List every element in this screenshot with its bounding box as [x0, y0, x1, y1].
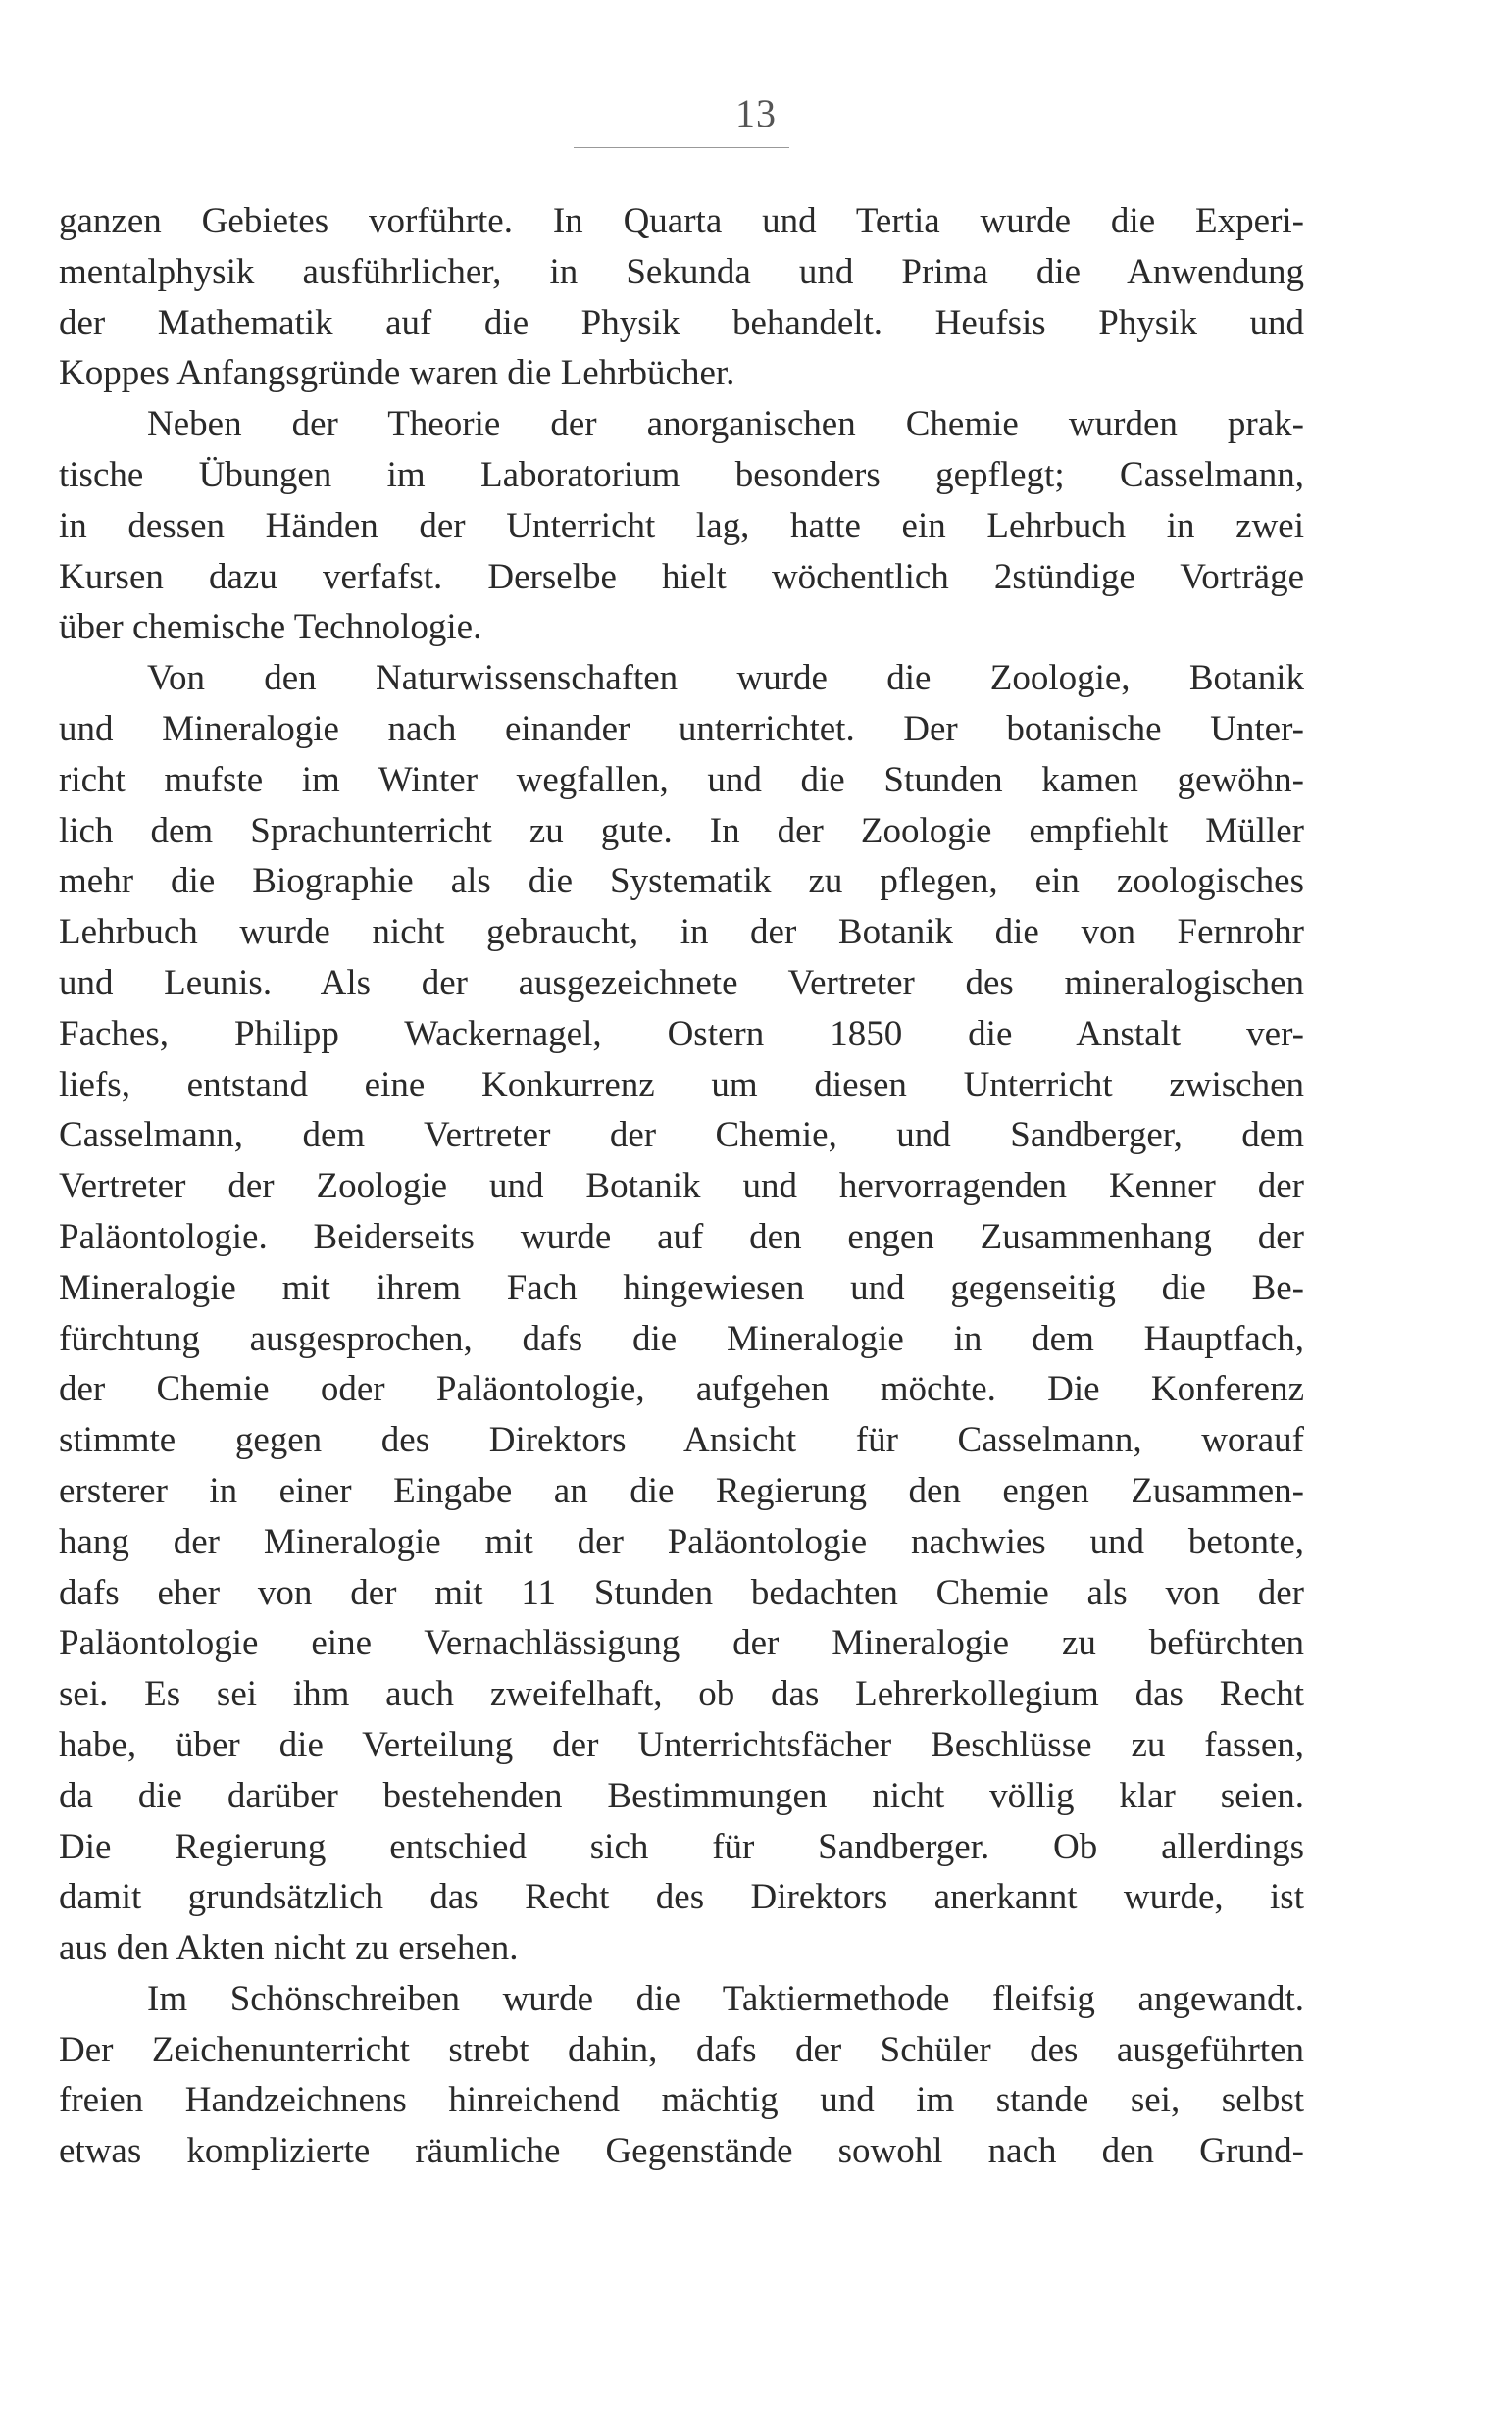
text-line: Paläontologie. Beiderseits wurde auf den engen Zusammenhang der [59, 1216, 1304, 1257]
text-line: Neben der Theorie der anorganischen Chemie wurden prak- [147, 404, 1304, 445]
text-line: habe, über die Verteilung der Unterrichtsfächer Beschlüsse zu fassen, [59, 1724, 1304, 1765]
text-line: hang der Mineralogie mit der Paläontologie nachwies und betonte, [59, 1521, 1304, 1562]
text-line: lich dem Sprachunterricht zu gute. In der Zoologie empfiehlt Müller [59, 810, 1304, 851]
text-line: dafs eher von der mit 11 Stunden bedachten Chemie als von der [59, 1572, 1304, 1613]
text-line: und Leunis. Als der ausgezeichnete Vertreter des mineralogischen [59, 962, 1304, 1003]
text-line: damit grundsätzlich das Recht des Direktors anerkannt wurde, ist [59, 1877, 1304, 1918]
text-line: Von den Naturwissenschaften wurde die Zoologie, Botanik [147, 658, 1304, 699]
body-text [59, 196, 1304, 2177]
text-line: Die Regierung entschied sich für Sandberger. Ob allerdings [59, 1826, 1304, 1867]
header-rule [574, 147, 789, 148]
text-line: über chemische Technologie. [59, 607, 482, 648]
text-line: Im Schönschreiben wurde die Taktiermethode fleifsig angewandt. [147, 1978, 1304, 2019]
text-line: mentalphysik ausführlicher, in Sekunda und Prima die Anwendung [59, 251, 1304, 292]
text-line: in dessen Händen der Unterricht lag, hatte ein Lehrbuch in zwei [59, 505, 1304, 546]
text-line: sei. Es sei ihm auch zweifelhaft, ob das Lehrerkollegium das Recht [59, 1674, 1304, 1715]
text-line: ersterer in einer Eingabe an die Regierung den engen Zusammen- [59, 1470, 1304, 1511]
text-line: Der Zeichenunterricht strebt dahin, dafs der Schüler des ausgeführten [59, 2029, 1304, 2070]
text-line: Koppes Anfangsgründe waren die Lehrbücher. [59, 353, 735, 394]
text-line: tische Übungen im Laboratorium besonders gepflegt; Casselmann, [59, 454, 1304, 495]
text-line: fürchtung ausgesprochen, dafs die Mineralogie in dem Hauptfach, [59, 1318, 1304, 1359]
page-number: 13 [735, 91, 777, 135]
text-line: Casselmann, dem Vertreter der Chemie, und Sandberger, dem [59, 1115, 1304, 1156]
text-line: etwas komplizierte räumliche Gegenstände sowohl nach den Grund- [59, 2131, 1304, 2172]
text-line: Kursen dazu verfafst. Derselbe hielt wöchentlich 2stündige Vorträge [59, 556, 1304, 597]
text-line: der Chemie oder Paläontologie, aufgehen möchte. Die Konferenz [59, 1369, 1304, 1410]
text-line: da die darüber bestehenden Bestimmungen nicht völlig klar seien. [59, 1775, 1304, 1816]
text-line: Paläontologie eine Vernachlässigung der Mineralogie zu befürchten [59, 1623, 1304, 1664]
text-line: richt mufste im Winter wegfallen, und die Stunden kamen gewöhn- [59, 759, 1304, 800]
text-line: stimmte gegen des Direktors Ansicht für Casselmann, worauf [59, 1420, 1304, 1461]
text-line: Vertreter der Zoologie und Botanik und hervorragenden Kenner der [59, 1166, 1304, 1207]
text-line: Mineralogie mit ihrem Fach hingewiesen und gegenseitig die Be- [59, 1267, 1304, 1308]
text-line: Faches, Philipp Wackernagel, Ostern 1850 die Anstalt ver- [59, 1013, 1304, 1054]
text-line: der Mathematik auf die Physik behandelt. Heufsis Physik und [59, 302, 1304, 343]
text-line: Lehrbuch wurde nicht gebraucht, in der Botanik die von Fernrohr [59, 912, 1304, 953]
text-line: mehr die Biographie als die Systematik zu pflegen, ein zoologisches [59, 861, 1304, 902]
text-line: liefs, entstand eine Konkurrenz um diesen Unterricht zwischen [59, 1064, 1304, 1105]
text-line: freien Handzeichnens hinreichend mächtig und im stande sei, selbst [59, 2080, 1304, 2121]
text-line: aus den Akten nicht zu ersehen. [59, 1928, 519, 1969]
text-line: ganzen Gebietes vorführte. In Quarta und Tertia wurde die Experi- [59, 201, 1304, 241]
text-line: und Mineralogie nach einander unterrichtet. Der botanische Unter- [59, 708, 1304, 749]
